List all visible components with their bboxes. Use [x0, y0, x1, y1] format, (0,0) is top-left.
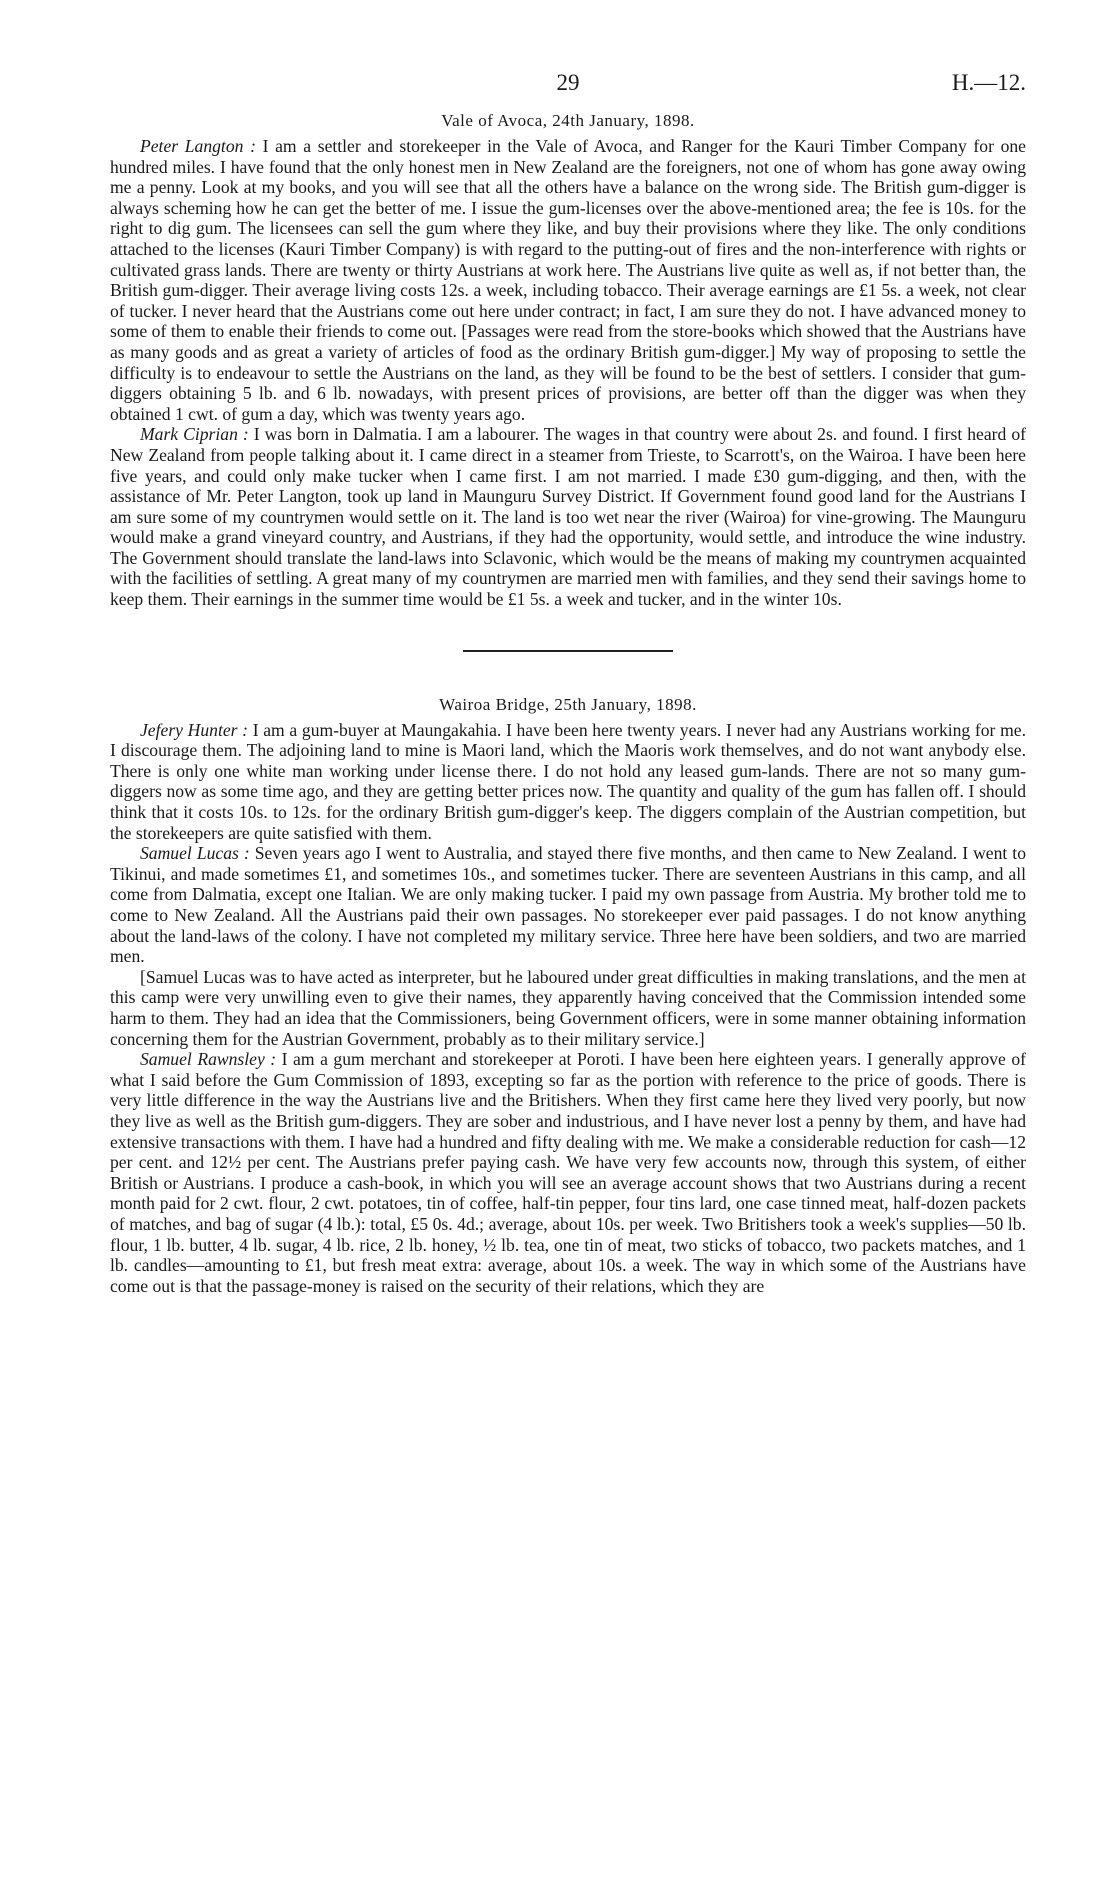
testimony-text: I am a gum merchant and storekeeper at Poroti. I have been here eighteen years. I generally approve of what I said before the Gum Commission of 1893, excepting so far as the portion with reference to the price of goods. There is very little difference in the way the Austrians live and the Britishers. When they first came here they lived very poorly, but now they live as well as the British gum-diggers. They are sober and industrious, and I have never lost a penny by them, and have had extensive transactions with them. I have had a hundred and fifty dealing with me. We make a considerable reduction for cash—12 per cent. and 12½ per cent. The Austrians prefer paying cash. We have very few accounts now, through this system, of either British or Austrians. I produce a cash-book, in which you will see an average account shows that two Austrians during a recent month paid for 2 cwt. flour, 2 cwt. potatoes, tin of coffee, half-tin pepper, four tins lard, one case tinned meat, half-dozen packets of matches, and bag of sugar (4 lb.): total, £5 0s. 4d.; average, about 10s. per week. Two Britishers took a week's supplies—50 lb. flour, 1 lb. butter, 4 lb. sugar, 4 lb. rice, 2 lb. honey, ½ lb. tea, one tin of meat, two sticks of tobacco, two packets matches, and 1 lb. candles—amounting to £1, but fresh meat extra: average, about 10s. a week. The way in which some of the Austrians have come out is that the passage-money is raised on the security of their relations, which they are: [110, 1049, 1026, 1296]
page-number: 29: [556, 70, 580, 95]
testimony-paragraph: [110, 720, 1026, 844]
testimony-text: I was born in Dalmatia. I am a labourer. The wages in that country were about 2s. and found. I first heard of New Zealand from people talking about it. I came direct in a steamer from Trieste, to Scarrott's, on the Wairoa. I have been here five years, and could only make tucker when I came first. I am not married. I made £30 gum-digging, and then, with the assistance of Mr. Peter Langton, took up land in Maunguru Survey District. If Government found good land for the Austrians I am sure some of my countrymen would settle on it. The land is too wet near the river (Wairoa) for vine-growing. The Maunguru would make a grand vineyard country, and Austrians, if they had the opportunity, would settle, and introduce the wine industry. The Government should translate the land-laws into Sclavonic, which would be the means of making my countrymen acquainted with the facilities of settling. A great many of my countrymen are married men with families, and they send their savings home to keep them. Their earnings in the summer time would be £1 5s. a week and tucker, and in the winter 10s.: [110, 424, 1026, 610]
section-wairoa-bridge: [110, 694, 1026, 1297]
testimony-paragraph: [110, 136, 1026, 424]
speaker-name: Peter Langton :: [140, 136, 256, 156]
editorial-note-paragraph: [110, 967, 1026, 1049]
testimony-paragraph: [110, 424, 1026, 609]
speaker-name: Samuel Rawnsley :: [140, 1049, 277, 1070]
section-heading: Vale of Avoca, 24th January, 1898.: [441, 111, 695, 130]
testimony-paragraph: [110, 843, 1026, 967]
speaker-name: Samuel Lucas :: [140, 843, 250, 864]
testimony-paragraph: [110, 1049, 1026, 1296]
section-heading: Wairoa Bridge, 25th January, 1898.: [439, 694, 697, 714]
section-vale-of-avoca: [110, 110, 1026, 610]
speaker-name: Mark Ciprian :: [140, 424, 249, 445]
page-reference: H.—12.: [951, 70, 1026, 95]
testimony-text: Seven years ago I went to Australia, and stayed there five months, and then came to New Zealand. I went to Tikinui, and made sometimes £1, and sometimes 10s., and sometimes tucker. There are seventeen Austrians in this camp, and all come from Dalmatia, except one Italian. We are only making tucker. I paid my own passage from Austria. My brother told me to come to New Zealand. All the Austrians paid their own passages. No storekeeper ever paid passages. I do not know anything about the land-laws of the colony. I have not completed my military service. Three here have been soldiers, and two are married men.: [110, 843, 1026, 967]
testimony-text: I am a gum-buyer at Maungakahia. I have been here twenty years. I never had any Austrians working for me. I discourage them. The adjoining land to mine is Maori land, which the Maoris work themselves, and do not want anybody else. There is only one white man working under license there. I do not hold any leased gum-lands. There are not so many gum-diggers now as some time ago, and they are getting better prices now. The quantity and quality of the gum has fallen off. I should think that it costs 10s. to 12s. for the ordinary British gum-digger's keep. The diggers complain of the Austrian competition, but the storekeepers are quite satisfied with them.: [110, 719, 1026, 843]
section-divider: [463, 650, 673, 652]
document-page: [110, 70, 1026, 1296]
editorial-note-text: [Samuel Lucas was to have acted as interpreter, but he laboured under great difficulties in making translations, and the men at this camp were very unwilling even to give their names, they apparently having conceived that the Commission intended some harm to them. They had an idea that the Commissioners, being Government officers, were in some manner obtaining information concerning them for the Austrian Government, probably as to their military service.]: [110, 966, 1026, 1049]
speaker-name: Jefery Hunter :: [140, 719, 249, 740]
testimony-text: I am a settler and storekeeper in the Vale of Avoca, and Ranger for the Kauri Timber Company for one hundred miles. I have found that the only honest men in New Zealand are the foreigners, not one of whom has gone away owing me a penny. Look at my books, and you will see that all the others have a balance on the wrong side. The British gum-digger is always scheming how he can get the better of me. I issue the gum-licenses over the above-mentioned area; the fee is 10s. for the right to dig gum. The licensees can sell the gum where they like, and buy their provisions where they like. The only conditions attached to the licenses (Kauri Timber Company) is with regard to the putting-out of fires and the non-interference with rights or cultivated grass lands. There are twenty or thirty Austrians at work here. The Austrians live quite as well as, if not better than, the British gum-digger. Their average living costs 12s. a week, including tobacco. Their average earnings are £1 5s. a week, not clear of tucker. I never heard that the Austrians come out here under contract; in fact, I am sure they do not. I have advanced money to some of them to enable their friends to come out. [Passages were read from the store-books which showed that the Austrians have as many goods and as great a variety of articles of food as the ordinary British gum-digger.] My way of proposing to settle the difficulty is to endeavour to settle the Austrians on the land, as they will be found to be the best of settlers. I consider that gum-diggers obtaining 5 lb. and 6 lb. nowadays, with present prices of provisions, are better off than the digger was when they obtained 1 cwt. of gum a day, which was twenty years ago.: [110, 136, 1026, 424]
page-header: [110, 70, 1026, 110]
